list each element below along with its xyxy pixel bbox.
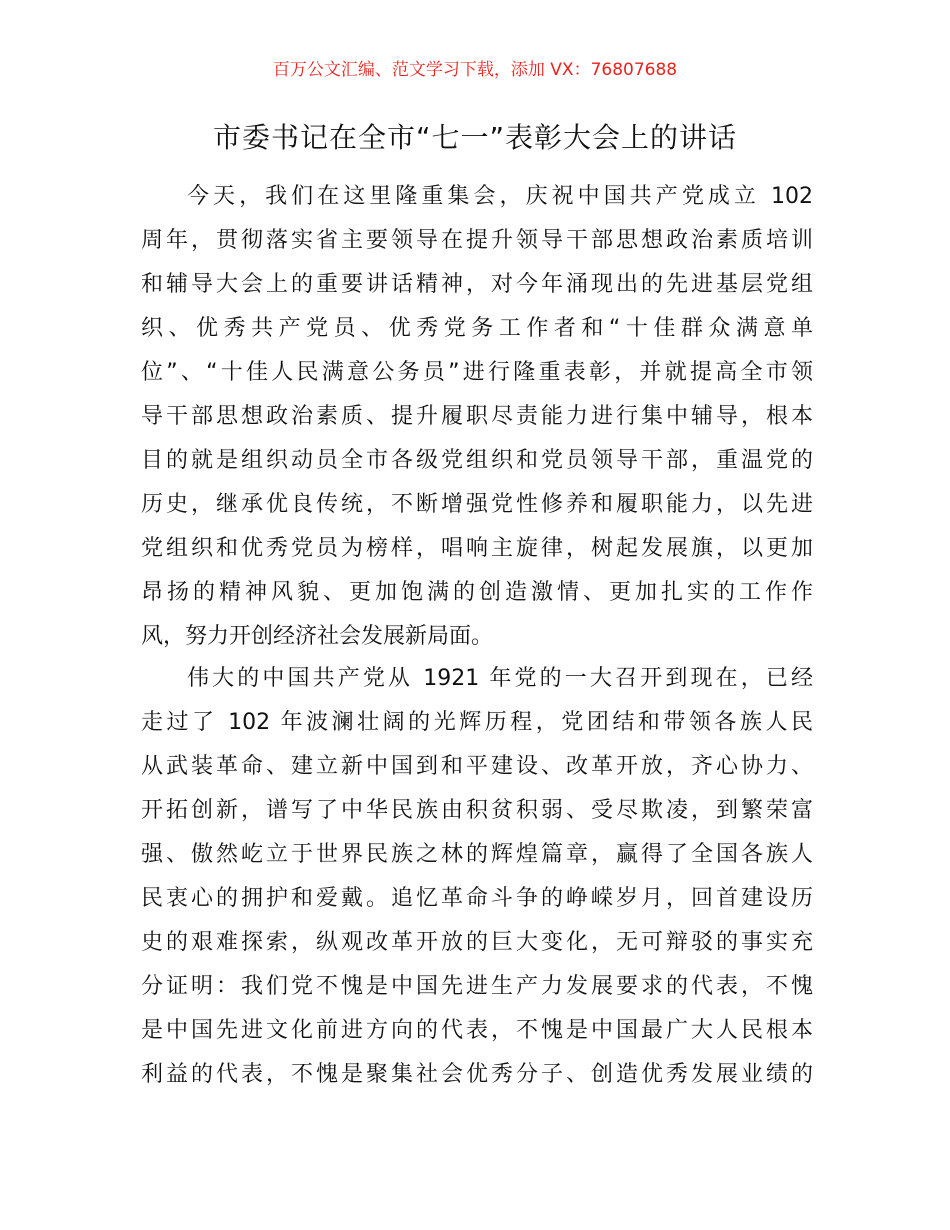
paragraph-1 <box>141 175 813 659</box>
document-title: 市委书记在全市“七一”表彰大会上的讲话 <box>212 121 737 154</box>
paragraph-2 <box>141 657 813 1097</box>
header-banner: 百万公文汇编、范文学习下载，添加 VX：76807688 <box>272 60 678 80</box>
paragraph-line: 伟大的中国共产党从 1921 年党的一大召开到现在，已经 <box>187 666 813 691</box>
paragraph-line: 周年，贯彻落实省主要领导在提升领导干部思想政治素质培训 <box>141 228 813 253</box>
paragraph-line: 位”、“十佳人民满意公务员”进行隆重表彰，并就提高全市领 <box>141 360 813 385</box>
paragraph-line: 今天，我们在这里隆重集会，庆祝中国共产党成立 102 <box>187 184 813 209</box>
paragraph-line: 织、优秀共产党员、优秀党务工作者和“十佳群众满意单 <box>141 316 813 341</box>
paragraph-line: 风，努力开创经济社会发展新局面。 <box>141 624 494 649</box>
paragraph-line: 党组织和优秀党员为榜样，唱响主旋律，树起发展旗，以更加 <box>141 536 813 561</box>
paragraph-line: 史的艰难探索，纵观改革开放的巨大变化，无可辩驳的事实充 <box>141 930 813 955</box>
paragraph-line: 历史，继承优良传统，不断增强党性修养和履职能力，以先进 <box>141 492 813 517</box>
paragraph-line: 分证明：我们党不愧是中国先进生产力发展要求的代表，不愧 <box>141 974 813 999</box>
paragraph-line: 强、傲然屹立于世界民族之林的辉煌篇章，赢得了全国各族人 <box>141 842 813 867</box>
paragraph-line: 民衷心的拥护和爱戴。追忆革命斗争的峥嵘岁月，回首建设历 <box>141 886 813 911</box>
paragraph-line: 导干部思想政治素质、提升履职尽责能力进行集中辅导，根本 <box>141 404 813 429</box>
paragraph-line: 和辅导大会上的重要讲话精神，对今年涌现出的先进基层党组 <box>141 272 813 297</box>
paragraph-line: 是中国先进文化前进方向的代表，不愧是中国最广大人民根本 <box>141 1018 813 1043</box>
paragraph-line: 开拓创新，谱写了中华民族由积贫积弱、受尽欺凌，到繁荣富 <box>141 798 813 823</box>
paragraph-line: 走过了 102 年波澜壮阔的光辉历程，党团结和带领各族人民 <box>141 710 813 735</box>
paragraph-line: 利益的代表，不愧是聚集社会优秀分子、创造优秀发展业绩的 <box>141 1062 813 1087</box>
paragraph-line: 从武装革命、建立新中国到和平建设、改革开放，齐心协力、 <box>141 754 813 779</box>
paragraph-line: 昂扬的精神风貌、更加饱满的创造激情、更加扎实的工作作 <box>141 580 813 605</box>
paragraph-line: 目的就是组织动员全市各级党组织和党员领导干部，重温党的 <box>141 448 813 473</box>
